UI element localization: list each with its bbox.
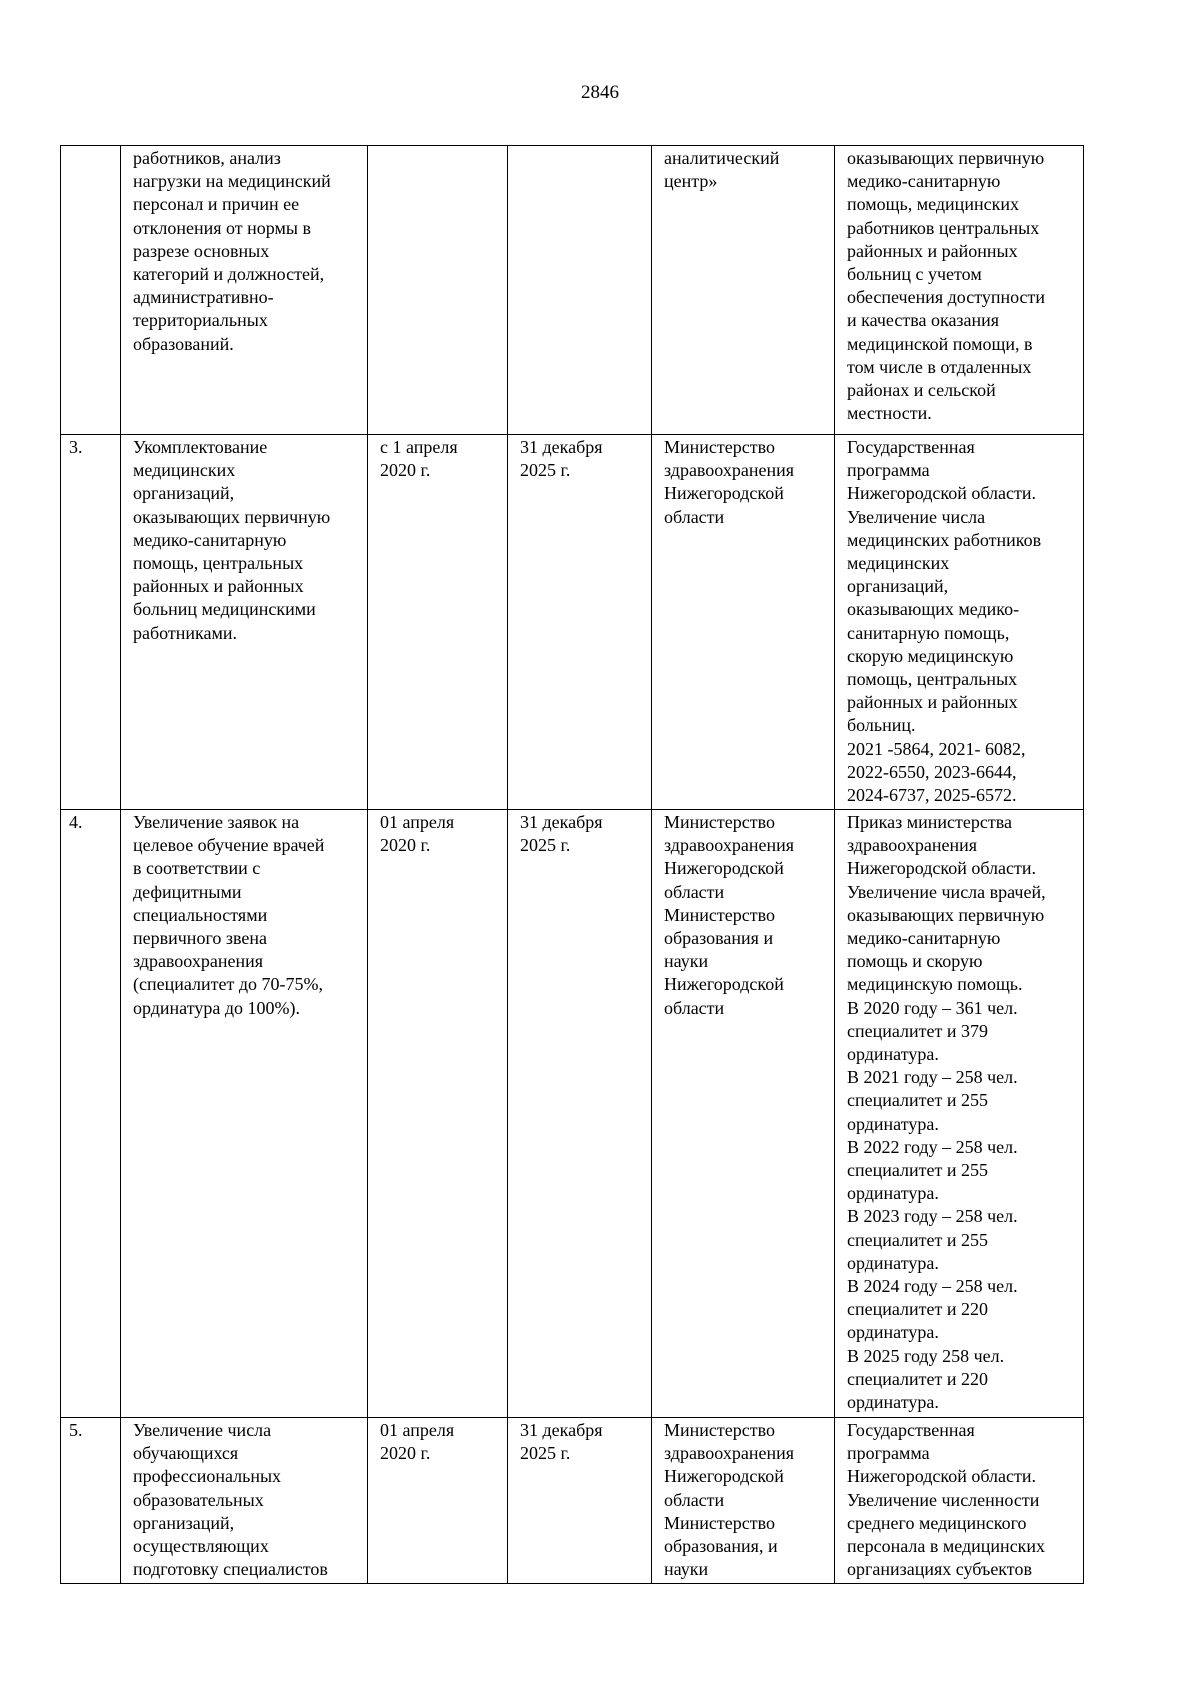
end-date-cell: 31 декабря 2025 г. (508, 810, 652, 1418)
row-number: 4. (61, 810, 121, 1418)
table-row (61, 810, 1084, 1418)
responsible-cell: Министерство здравоохранения Нижегородской области Министерство образования и науки Нижегородской области (652, 810, 835, 1418)
page-number: 2846 (581, 82, 619, 103)
row-number: 3. (61, 435, 121, 810)
activity-cell: Увеличение числа обучающихся профессиональных образовательных организаций, осуществляющих подготовку специалистов (121, 1418, 368, 1584)
activity-cell: Укомплектование медицинских организаций, оказывающих первичную медико-санитарную помощь, центральных районных и районных больниц медицинскими работниками. (121, 435, 368, 810)
table-row (61, 435, 1084, 810)
responsible-cell: Министерство здравоохранения Нижегородской области (652, 435, 835, 810)
result-cell: оказывающих первичную медико-санитарную помощь, медицинских работников центральных районных и районных больниц с учетом обеспечения доступности и качества оказания медицинской помощи, в том числе в отдаленных районах и сельской местности. (835, 146, 1084, 435)
end-date-cell: 31 декабря 2025 г. (508, 1418, 652, 1584)
start-date-cell: 01 апреля 2020 г. (368, 810, 508, 1418)
result-cell: Государственная программа Нижегородской области. Увеличение численности среднего медицинского персонала в медицинских организациях субъектов (835, 1418, 1084, 1584)
start-date-cell: 01 апреля 2020 г. (368, 1418, 508, 1584)
measures-table (60, 145, 1084, 1584)
start-date-cell (368, 146, 508, 435)
activity-cell: работников, анализ нагрузки на медицинский персонал и причин ее отклонения от нормы в разрезе основных категорий и должностей, административно- территориальных образований. (121, 146, 368, 435)
start-date-cell: с 1 апреля 2020 г. (368, 435, 508, 810)
responsible-cell: аналитический центр» (652, 146, 835, 435)
responsible-cell: Министерство здравоохранения Нижегородской области Министерство образования, и науки (652, 1418, 835, 1584)
result-cell: Государственная программа Нижегородской области. Увеличение числа медицинских работников медицинских организаций, оказывающих медико- санитарную помощь, скорую медицинскую помощь, центральных районных и районных больниц. 2021 -5864, 2021- 6082, 2022-6550, 2023-6644, 2024-6737, 2025-6572. (835, 435, 1084, 810)
activity-cell: Увеличение заявок на целевое обучение врачей в соответствии с дефицитными специальностями первичного звена здравоохранения (специалитет до 70-75%, ординатура до 100%). (121, 810, 368, 1418)
end-date-cell (508, 146, 652, 435)
result-cell: Приказ министерства здравоохранения Нижегородской области. Увеличение числа врачей, оказывающих первичную медико-санитарную помощь и скорую медицинскую помощь. В 2020 году – 361 чел. специалитет и 379 ординатура. В 2021 году – 258 чел. специалитет и 255 ординатура. В 2022 году – 258 чел. специалитет и 255 ординатура. В 2023 году – 258 чел. специалитет и 255 ординатура. В 2024 году – 258 чел. специалитет и 220 ординатура. В 2025 году 258 чел. специалитет и 220 ординатура. (835, 810, 1084, 1418)
table-row (61, 146, 1084, 435)
end-date-cell: 31 декабря 2025 г. (508, 435, 652, 810)
table-row (61, 1418, 1084, 1584)
row-number: 5. (61, 1418, 121, 1584)
row-number (61, 146, 121, 435)
